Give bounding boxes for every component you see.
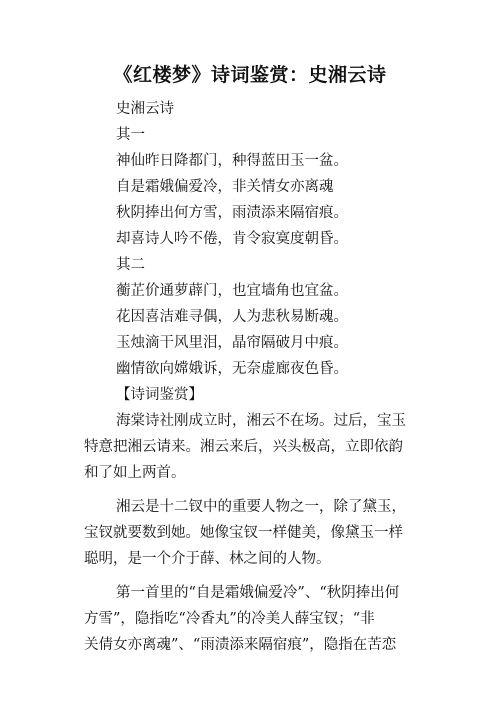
paragraph-line: 关倩女亦离魂”、“雨渍添来隔宿痕”，隐指在苦恋 — [84, 637, 397, 653]
paragraph-line: 特意把湘云请来。湘云来后，兴头极高，立即依韵 — [84, 439, 403, 455]
appreciation-body — [84, 408, 424, 658]
paragraph-line: 宝钗就要数到她。她像宝钗一样健美，像黛玉一样 — [84, 525, 403, 541]
poem-line: 秋阴捧出何方雪，雨渍添来隔宿痕。 — [116, 205, 348, 221]
document-body — [116, 96, 416, 408]
poem-part1-label: 其一 — [116, 127, 145, 143]
paragraph-line: 聪明，是一个介于薛、林之间的人物。 — [84, 551, 331, 567]
paragraph-line: 湘云是十二钗中的重要人物之一，除了黛玉， — [116, 499, 406, 515]
paragraph-line: 方雪”，隐指吃“冷香丸”的冷美人薛宝钗；“非 — [84, 611, 375, 627]
paragraph-line: 第一首里的“自是霜娥偏爱冷”、“秋阴捧出何 — [116, 585, 400, 601]
poem-line: 却喜诗人吟不倦，肯令寂寞度朝昏。 — [116, 231, 348, 247]
poem-line: 玉烛滴干风里泪，晶帘隔破月中痕。 — [116, 335, 348, 351]
poem-heading: 史湘云诗 — [116, 101, 174, 117]
poem-line: 神仙昨日降都门，种得蓝田玉一盆。 — [116, 153, 348, 169]
poem-line: 幽情欲向嫦娥诉，无奈虚廊夜色昏。 — [116, 361, 348, 377]
paragraph-line: 海棠诗社刚成立时，湘云不在场。过后，宝玉 — [116, 413, 406, 429]
poem-line: 蘅芷价通萝薜门，也宜墙角也宜盆。 — [116, 283, 348, 299]
paragraph-line: 和了如上两首。 — [84, 465, 186, 481]
poem-line: 自是霜娥偏爱冷，非关情女亦离魂 — [116, 179, 334, 195]
poem-line: 花因喜洁难寻偶，人为悲秋易断魂。 — [116, 309, 348, 325]
poem-part2-label: 其二 — [116, 257, 145, 273]
appreciation-label: 【诗词鉴赏】 — [116, 387, 203, 403]
document-title: 《红楼梦》诗词鉴赏：史湘云诗 — [113, 64, 387, 86]
